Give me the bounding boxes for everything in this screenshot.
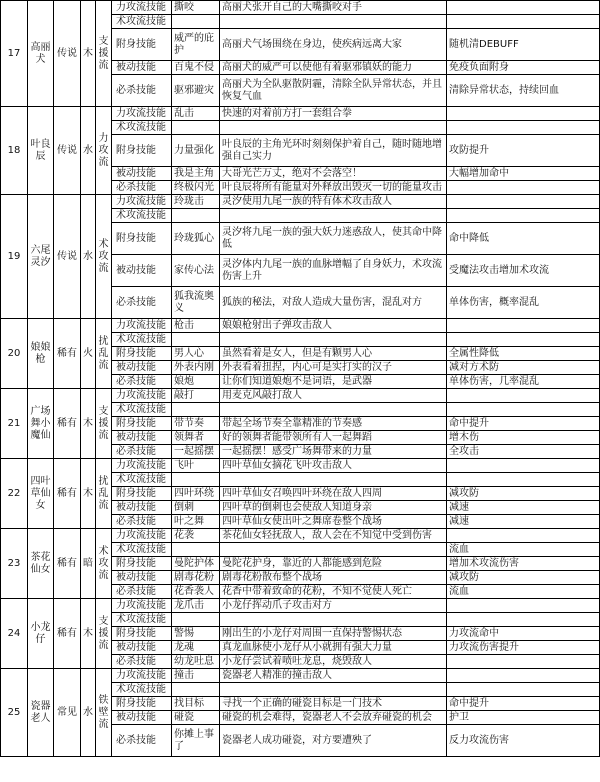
skill-description: 碰瓷的机会难得，瓷器老人不会放弃碰瓷的机会 (220, 711, 447, 725)
skill-description: 大哥光芒万丈，绝对不会落空！ (220, 167, 447, 181)
hero-name: 高丽犬 (28, 1, 54, 107)
skill-effect (447, 1, 600, 15)
hero-rarity: 稀有 (54, 599, 81, 669)
hero-number: 18 (1, 107, 28, 195)
skill-effect: 命中降低 (447, 223, 600, 255)
skill-name (172, 209, 220, 223)
skill-name (172, 121, 220, 135)
hero-role: 铁壁流 (96, 669, 112, 757)
table-row (1, 319, 600, 333)
skill-type: 被动技能 (112, 255, 172, 287)
skill-type: 必杀技能 (112, 287, 172, 319)
hero-number: 19 (1, 195, 28, 319)
skill-description: 高丽犬张开自己的大嘴撕咬对手 (220, 1, 447, 15)
skill-type: 术攻流技能 (112, 209, 172, 223)
skill-effect (447, 195, 600, 209)
skill-description: 四叶草的倒刺也会使敌人知道身亲 (220, 501, 447, 515)
skill-name: 威严的庇护 (172, 29, 220, 61)
skill-type: 必杀技能 (112, 655, 172, 669)
skill-description: 灵汐将九尾一族的强大妖力迷惑敌人，使其命中降低 (220, 223, 447, 255)
hero-rarity: 稀有 (54, 459, 81, 529)
skill-name (172, 683, 220, 697)
skill-type: 力攻流技能 (112, 529, 172, 543)
table-row (1, 529, 600, 543)
hero-role: 支援流 (96, 389, 112, 459)
skill-description (220, 543, 447, 557)
skill-description: 四叶草仙女摘花飞叶攻击敌人 (220, 459, 447, 473)
hero-number: 22 (1, 459, 28, 529)
hero-number: 21 (1, 389, 28, 459)
skill-description (220, 333, 447, 347)
skill-effect (447, 403, 600, 417)
table-row (1, 107, 600, 121)
skill-type: 被动技能 (112, 361, 172, 375)
skill-type: 力攻流技能 (112, 1, 172, 15)
skill-name: 四叶环绕 (172, 487, 220, 501)
skill-name: 花香袭人 (172, 585, 220, 599)
skill-effect: 流血 (447, 585, 600, 599)
hero-element: 木 (81, 389, 96, 459)
skill-description: 让你们知道娘炮不是词语，是武器 (220, 375, 447, 389)
skill-effect (447, 529, 600, 543)
table-row (1, 669, 600, 683)
skill-effect (447, 319, 600, 333)
skill-effect: 命中提升 (447, 697, 600, 711)
skill-name: 幼龙吐息 (172, 655, 220, 669)
skill-effect (447, 599, 600, 613)
skill-type: 术攻流技能 (112, 683, 172, 697)
skill-name: 龙魂 (172, 641, 220, 655)
skill-effect: 攻防提升 (447, 135, 600, 167)
skill-description: 娘娘枪射出子弹攻击敌人 (220, 319, 447, 333)
skill-effect: 流血 (447, 543, 600, 557)
hero-element: 暗 (81, 529, 96, 599)
hero-element: 火 (81, 319, 96, 389)
skill-name: 外表内刚 (172, 361, 220, 375)
skill-effect: 力攻流伤害提升 (447, 641, 600, 655)
hero-element: 水 (81, 107, 96, 195)
skill-effect: 减攻防 (447, 487, 600, 501)
skill-effect: 随机清DEBUFF (447, 29, 600, 61)
skill-name: 玲珑狐心 (172, 223, 220, 255)
skill-type: 附身技能 (112, 627, 172, 641)
skill-name: 男人心 (172, 347, 220, 361)
skill-effect: 反力攻流伤害 (447, 725, 600, 757)
skill-effect: 护卫 (447, 711, 600, 725)
skill-name: 乱击 (172, 107, 220, 121)
hero-rarity: 传说 (54, 1, 81, 107)
hero-element: 木 (81, 459, 96, 529)
hero-rarity: 常见 (54, 669, 81, 757)
skill-name (172, 403, 220, 417)
skill-effect: 全属性降低 (447, 347, 600, 361)
skill-description: 真龙血脉使小龙仔从小就拥有强大力量 (220, 641, 447, 655)
skill-name: 找目标 (172, 697, 220, 711)
hero-name: 小龙仔 (28, 599, 54, 669)
skill-name: 碰瓷 (172, 711, 220, 725)
skill-description (220, 121, 447, 135)
skill-description: 高丽犬为全队驱散阴霾，清除全队异常状态，并且恢复气血 (220, 75, 447, 107)
hero-element: 木 (81, 1, 96, 107)
skill-name: 龙爪击 (172, 599, 220, 613)
skill-name: 叶之舞 (172, 515, 220, 529)
skill-effect: 力攻流命中 (447, 627, 600, 641)
hero-rarity: 稀有 (54, 319, 81, 389)
skill-type: 力攻流技能 (112, 319, 172, 333)
skill-description: 瓷器老人精准的撞击敌人 (220, 669, 447, 683)
skill-name: 撞击 (172, 669, 220, 683)
skill-effect: 受魔法攻击增加术攻流 (447, 255, 600, 287)
skill-type: 被动技能 (112, 61, 172, 75)
skill-description: 狐族的秘法，对敌人造成大量伤害，混乱对方 (220, 287, 447, 319)
skill-name (172, 543, 220, 557)
skill-effect (447, 473, 600, 487)
skill-effect: 减对方术防 (447, 361, 600, 375)
skill-description: 四叶草仙女使出叶之舞席卷整个战场 (220, 515, 447, 529)
skill-description: 好的领舞者能带领所有人一起舞蹈 (220, 431, 447, 445)
skill-description: 寻找一个正确的碰瓷目标是一门技术 (220, 697, 447, 711)
skill-description: 瓷器老人成功碰瓷，对方要遭殃了 (220, 725, 447, 757)
hero-element: 水 (81, 195, 96, 319)
skill-effect: 单体伤害，几率混乱 (447, 375, 600, 389)
skill-description (220, 473, 447, 487)
hero-number: 24 (1, 599, 28, 669)
skill-type: 必杀技能 (112, 725, 172, 757)
skill-type: 附身技能 (112, 487, 172, 501)
skill-name: 带节奏 (172, 417, 220, 431)
skill-description: 小龙仔挥动爪子攻击对方 (220, 599, 447, 613)
skill-effect (447, 181, 600, 195)
skill-type: 力攻流技能 (112, 389, 172, 403)
skill-name: 驱邪避灾 (172, 75, 220, 107)
skill-type: 被动技能 (112, 167, 172, 181)
skill-name: 撕咬 (172, 1, 220, 15)
skill-description (220, 613, 447, 627)
skill-name (172, 613, 220, 627)
hero-name: 广场舞小魔仙 (28, 389, 54, 459)
skill-effect (447, 121, 600, 135)
skill-name: 终极闪光 (172, 181, 220, 195)
hero-element: 木 (81, 599, 96, 669)
skill-description: 外表看着扭捏，内心可是实打实的汉子 (220, 361, 447, 375)
skill-effect: 单体伤害，概率混乱 (447, 287, 600, 319)
skill-name: 狐我流奥义 (172, 287, 220, 319)
skill-description (220, 15, 447, 29)
skill-description: 灵汐使用九尾一族的特有体术攻击敌人 (220, 195, 447, 209)
skill-effect (447, 669, 600, 683)
hero-name: 叶良辰 (28, 107, 54, 195)
skill-effect: 大幅增加命中 (447, 167, 600, 181)
skill-effect: 全攻击 (447, 445, 600, 459)
hero-role: 支援流 (96, 1, 112, 107)
hero-number: 25 (1, 669, 28, 757)
skill-effect: 清除异常状态，持续回血 (447, 75, 600, 107)
hero-name: 茶花仙女 (28, 529, 54, 599)
skill-effect (447, 333, 600, 347)
skill-type: 附身技能 (112, 223, 172, 255)
hero-role: 力攻流 (96, 107, 112, 195)
skill-effect: 减速 (447, 501, 600, 515)
skill-type: 术攻流技能 (112, 473, 172, 487)
skill-type: 术攻流技能 (112, 613, 172, 627)
skill-description: 叶良辰的主角光环时刻刻保护着自己，随时随地增强自己实力 (220, 135, 447, 167)
hero-number: 20 (1, 319, 28, 389)
skill-type: 力攻流技能 (112, 459, 172, 473)
skill-type: 附身技能 (112, 417, 172, 431)
skill-name (172, 333, 220, 347)
hero-name: 四叶草仙女 (28, 459, 54, 529)
hero-role: 扰乱流 (96, 319, 112, 389)
hero-role: 扰乱流 (96, 459, 112, 529)
skill-type: 必杀技能 (112, 515, 172, 529)
skill-effect (447, 15, 600, 29)
skill-effect (447, 655, 600, 669)
skill-type: 必杀技能 (112, 445, 172, 459)
skill-description: 剧毒花粉散布整个战场 (220, 571, 447, 585)
skill-effect: 增加术攻流伤害 (447, 557, 600, 571)
skill-description: 虽然看着是女人，但是有颗男人心 (220, 347, 447, 361)
hero-name: 娘娘枪 (28, 319, 54, 389)
skill-description (220, 403, 447, 417)
skill-effect: 免疫负面附身 (447, 61, 600, 75)
skill-name: 我是主角 (172, 167, 220, 181)
table-row (1, 195, 600, 209)
skill-name: 曼陀护体 (172, 557, 220, 571)
skill-effect: 命中提升 (447, 417, 600, 431)
skill-type: 附身技能 (112, 557, 172, 571)
skill-effect (447, 389, 600, 403)
skill-name: 警惕 (172, 627, 220, 641)
skill-type: 附身技能 (112, 135, 172, 167)
skill-description: 快速的对着前方打一套组合拳 (220, 107, 447, 121)
table-row (1, 459, 600, 473)
skill-description: 带起全场节奏全靠精准的节奏感 (220, 417, 447, 431)
skill-name: 敲打 (172, 389, 220, 403)
skill-name: 倒刺 (172, 501, 220, 515)
skill-type: 附身技能 (112, 347, 172, 361)
skill-type: 必杀技能 (112, 585, 172, 599)
hero-rarity: 传说 (54, 195, 81, 319)
skill-type: 被动技能 (112, 501, 172, 515)
hero-name: 六尾灵汐 (28, 195, 54, 319)
hero-name: 瓷器老人 (28, 669, 54, 757)
skill-description: 叶良辰将所有能量对外释放出毁灭一切的能量攻击 (220, 181, 447, 195)
hero-rarity: 传说 (54, 107, 81, 195)
skill-type: 附身技能 (112, 697, 172, 711)
hero-role: 支援流 (96, 599, 112, 669)
skill-effect (447, 613, 600, 627)
skill-description: 茶花仙女轻抚敌人，敌人会在不知觉中受到伤害 (220, 529, 447, 543)
skill-description (220, 683, 447, 697)
skill-description: 花香中带着致命的花粉，不知不觉使人死亡 (220, 585, 447, 599)
skill-type: 力攻流技能 (112, 599, 172, 613)
skill-type: 必杀技能 (112, 375, 172, 389)
skill-effect (447, 107, 600, 121)
skill-name (172, 15, 220, 29)
skill-name: 一起摇摆 (172, 445, 220, 459)
skill-type: 术攻流技能 (112, 543, 172, 557)
hero-rarity: 稀有 (54, 529, 81, 599)
skill-type: 术攻流技能 (112, 15, 172, 29)
hero-number: 17 (1, 1, 28, 107)
skill-type: 术攻流技能 (112, 333, 172, 347)
skill-name: 飞叶 (172, 459, 220, 473)
skill-name: 玲珑击 (172, 195, 220, 209)
skill-description: 用麦克风敲打敌人 (220, 389, 447, 403)
skill-description: 高丽犬的威严可以使他有着驱邪镇妖的能力 (220, 61, 447, 75)
skill-name: 剧毒花粉 (172, 571, 220, 585)
skill-description: 高丽犬气场围绕在身边，使疾病远离大家 (220, 29, 447, 61)
skill-type: 力攻流技能 (112, 669, 172, 683)
skill-type: 附身技能 (112, 29, 172, 61)
skill-name: 领舞者 (172, 431, 220, 445)
skill-description: 刚出生的小龙仔对周围一直保持警惕状态 (220, 627, 447, 641)
skill-type: 被动技能 (112, 431, 172, 445)
skill-effect (447, 459, 600, 473)
skill-type: 被动技能 (112, 571, 172, 585)
skill-description: 四叶草仙女召唤四叶环绕在敌人四周 (220, 487, 447, 501)
skill-description (220, 209, 447, 223)
skill-description: 曼陀花护身，靠近的人都能感到危险 (220, 557, 447, 571)
skill-effect: 增木伤 (447, 431, 600, 445)
skill-effect (447, 683, 600, 697)
skill-effect: 减攻防 (447, 571, 600, 585)
skill-type: 被动技能 (112, 711, 172, 725)
table-row (1, 599, 600, 613)
skill-name: 你摊上事了 (172, 725, 220, 757)
skill-description: 一起摇摆！感受广场舞带来的力量 (220, 445, 447, 459)
skill-name (172, 473, 220, 487)
hero-role: 术攻流 (96, 195, 112, 319)
skill-type: 必杀技能 (112, 75, 172, 107)
hero-rarity: 稀有 (54, 389, 81, 459)
hero-element: 水 (81, 669, 96, 757)
hero-number: 23 (1, 529, 28, 599)
skill-effect (447, 209, 600, 223)
skill-type: 被动技能 (112, 641, 172, 655)
table-row (1, 389, 600, 403)
skill-type: 术攻流技能 (112, 121, 172, 135)
skill-name: 力量强化 (172, 135, 220, 167)
skill-type: 必杀技能 (112, 181, 172, 195)
skill-description: 灵汐体内九尾一族的血脉增幅了自身妖力，术攻流伤害上升 (220, 255, 447, 287)
skill-name: 娘炮 (172, 375, 220, 389)
skill-effect: 减速 (447, 515, 600, 529)
skill-description: 小龙仔尝试着喷吐龙息，烧毁敌人 (220, 655, 447, 669)
skill-name: 家传心法 (172, 255, 220, 287)
skill-type: 术攻流技能 (112, 403, 172, 417)
table-row (1, 1, 600, 15)
hero-role: 术攻流 (96, 529, 112, 599)
skill-name: 百鬼不侵 (172, 61, 220, 75)
skill-name: 花袭 (172, 529, 220, 543)
skill-type: 力攻流技能 (112, 107, 172, 121)
skill-type: 力攻流技能 (112, 195, 172, 209)
skill-name: 枪击 (172, 319, 220, 333)
